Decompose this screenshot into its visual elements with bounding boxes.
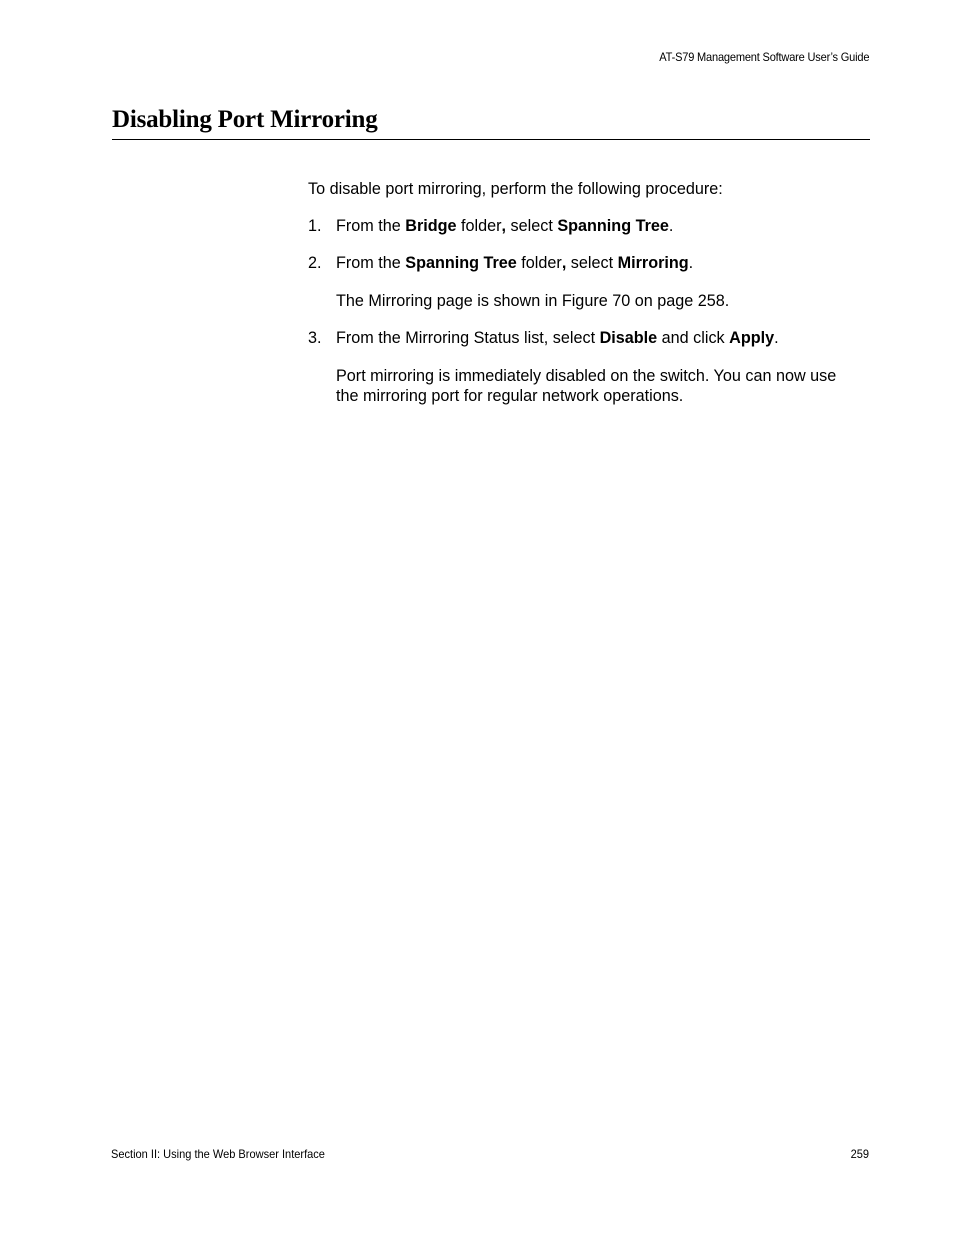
- step-number: 2.: [308, 254, 322, 272]
- step-number: 3.: [308, 329, 322, 347]
- step-3-note-line: the mirroring port for regular network operations.: [336, 387, 684, 405]
- running-header: AT-S79 Management Software User’s Guide: [658, 50, 869, 64]
- bold-term: Bridge: [405, 217, 457, 235]
- step-2-text: From the Spanning Tree folder, select Mirroring.: [336, 254, 694, 272]
- step-3-note-line: Port mirroring is immediately disabled on the switch. You can now use: [336, 367, 837, 385]
- step-2-note: The Mirroring page is shown in Figure 70 on page 258.: [336, 292, 730, 310]
- step-3-note: [336, 366, 876, 406]
- bold-term: Spanning Tree: [405, 254, 517, 272]
- bold-term: Apply: [729, 329, 775, 347]
- bold-term: Disable: [599, 329, 658, 347]
- intro-paragraph: To disable port mirroring, perform the following procedure:: [308, 180, 723, 198]
- step-number: 1.: [308, 217, 322, 235]
- title-rule: [112, 139, 870, 140]
- bold-term: Mirroring: [617, 254, 689, 272]
- footer-section-label: Section II: Using the Web Browser Interface: [111, 1147, 325, 1161]
- footer-page-number: 259: [850, 1147, 869, 1161]
- step-1-text: From the Bridge folder, select Spanning Tree.: [336, 217, 674, 235]
- bold-term: Spanning Tree: [557, 217, 669, 235]
- step-3-text: From the Mirroring Status list, select Disable and click Apply.: [336, 329, 779, 347]
- section-title: Disabling Port Mirroring: [112, 106, 378, 133]
